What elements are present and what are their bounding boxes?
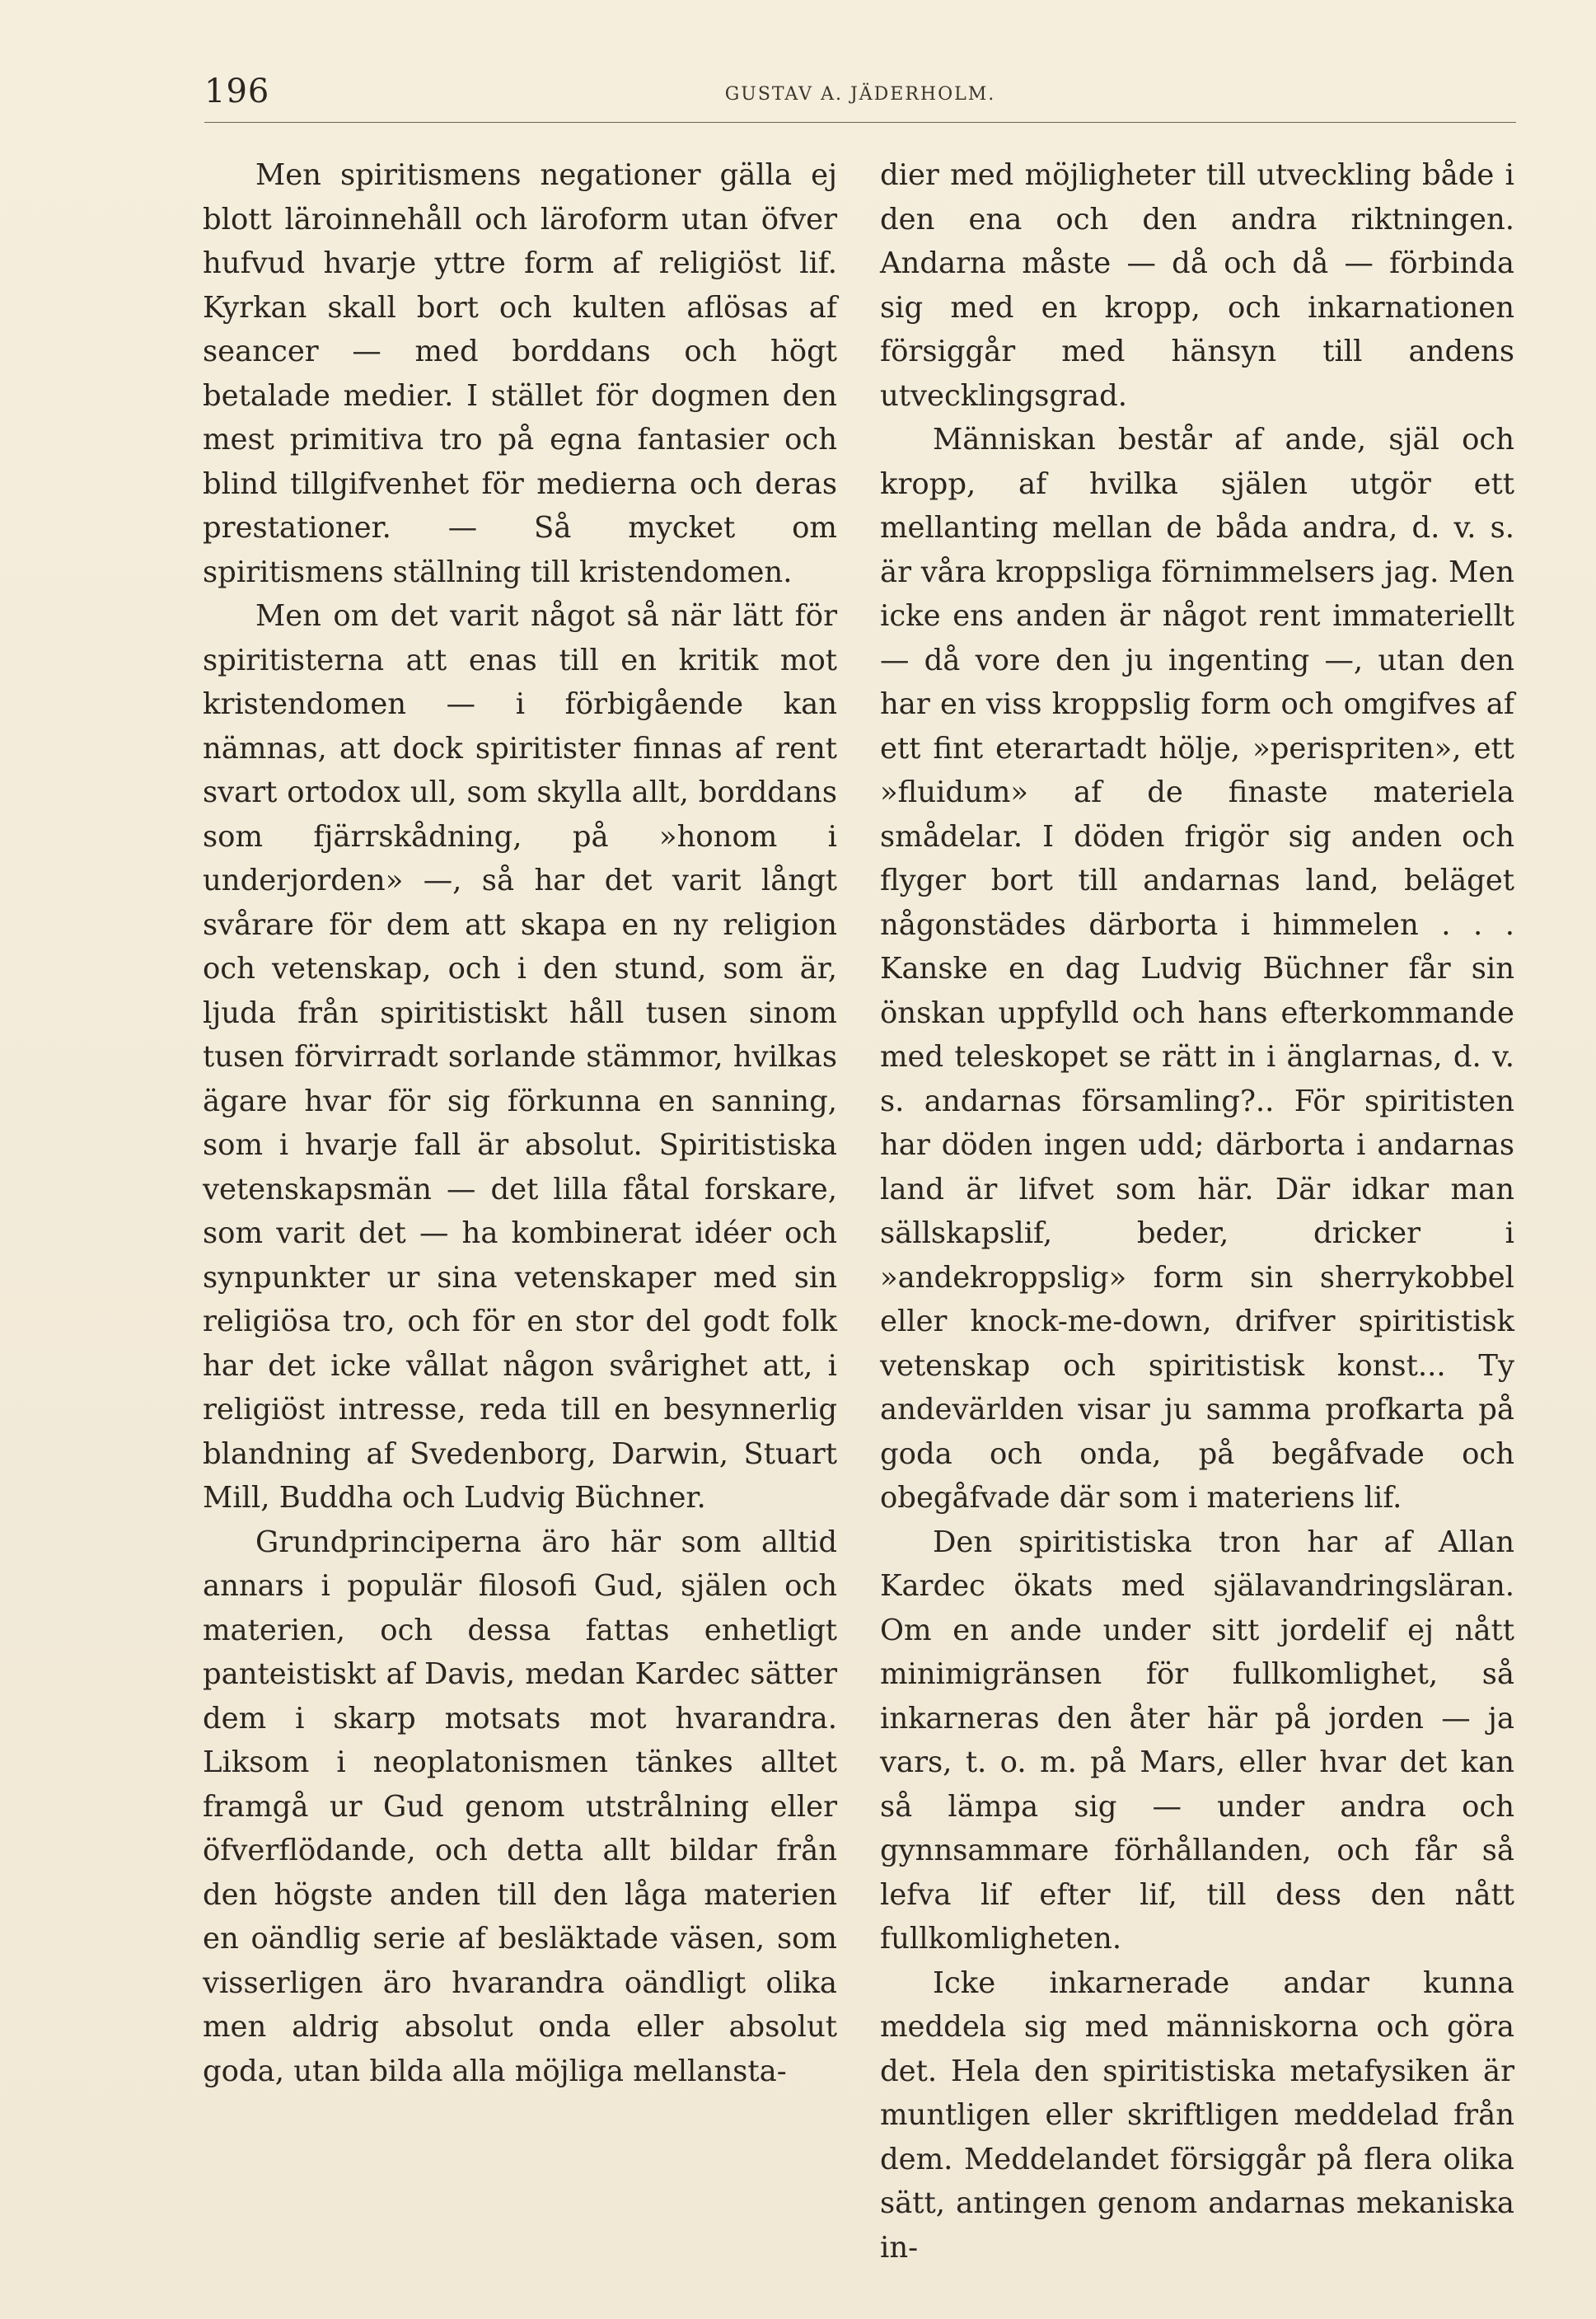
left-column	[203, 153, 837, 2093]
paragraph: Grundprinciperna äro här som alltid annars i populär filosofi Gud, själen och materien, och dessa fattas enhetligt panteistiskt af Davis, medan Kardec sätter dem i skarp motsats mot hvarandra. Liksom i neoplatonismen tänkes alltet framgå ur Gud genom utstrålning eller öfverflödande, och detta allt bildar från den högste anden till den låga materien en oändlig serie af besläktade väsen, som visserligen äro hvarandra oändligt olika men aldrig absolut onda eller absolut goda, utan bilda alla möjliga mellansta-	[203, 1525, 837, 2088]
page-header	[204, 73, 1516, 114]
paragraph: Icke inkarnerade andar kunna meddela sig med människorna och göra det. Hela den spiritistiska metafysiken är muntligen eller skriftligen meddelad från dem. Meddelandet försiggår på flera olika sätt, antingen genom andarnas mekaniska in-	[880, 1965, 1514, 2265]
right-column	[880, 153, 1514, 2270]
paragraph: Men om det varit något så när lätt för spiritisterna att enas till en kritik mot kristendomen — i förbigående kan nämnas, att dock spiritister finnas af rent svart ortodox ull, som skylla allt, borddans som fjärrskådning, på »honom i underjorden» —, så har det varit långt svårare för dem att skapa en ny religion och vetenskap, och i den stund, som är, ljuda från spiritistiskt håll tusen sinom tusen förvirradt sorlande stämmor, hvilkas ägare hvar för sig förkunna en sanning, som i hvarje fall är absolut. Spiritistiska vetenskapsmän — det lilla fåtal forskare, som varit det — ha kombinerat idéer och synpunkter ur sina vetenskaper med sin religiösa tro, och för en stor del godt folk har det icke vållat någon svårighet att, i religiöst intresse, reda till en besynnerlig blandning af Svedenborg, Darwin, Stuart Mill, Buddha och Ludvig Büchner.	[203, 599, 837, 1515]
paragraph: Men spiritismens negationer gälla ej blott läroinnehåll och läroform utan öfver hufvud hvarje yttre form af religiöst lif. Kyrkan skall bort och kulten aflösas af seancer — med borddans och högt betalade medier. I stället för dogmen den mest primitiva tro på egna fantasier och blind tillgifvenhet för medierna och deras prestationer. — Så mycket om spiritismens ställning till kristendomen.	[203, 158, 837, 589]
running-head: GUSTAV A. JÄDERHOLM.	[724, 84, 996, 105]
paragraph: Människan består af ande, själ och kropp, af hvilka själen utgör ett mellanting mellan de båda andra, d. v. s. är våra kroppsliga förnimmelsers jag. Men icke ens anden är något rent immateriellt — då vore den ju ingenting —, utan den har en viss kroppslig form och omgifves af ett fint eterartadt hölje, »perispriten», ett »fluidum» af de finaste materiela smådelar. I döden frigör sig anden och flyger bort till andarnas land, beläget någonstädes därborta i himmelen . . . Kanske en dag Ludvig Büchner får sin önskan uppfylld och hans efterkommande med teleskopet se rätt in i änglarnas, d. v. s. andarnas församling?.. För spiritisten har döden ingen udd; därborta i andarnas land är lifvet som här. Där idkar man sällskapslif, beder, dricker i »andekroppslig» form sin sherrykobbel eller knock-me-down, drifver spiritistisk vetenskap och spiritistisk konst... Ty andevärlden visar ju samma profkarta på goda och onda, på begåfvade och obegåfvade där som i materiens lif.	[880, 423, 1514, 1515]
header-rule	[204, 122, 1516, 123]
page-number: 196	[204, 73, 270, 110]
paragraph: Den spiritistiska tron har af Allan Kardec ökats med själavandringsläran. Om en ande under sitt jordelif ej nått minimigränsen för fullkomlighet, så inkarneras den åter här på jorden — ja vars, t. o. m. på Mars, eller hvar det kan så lämpa sig — under andra och gynnsammare förhållanden, och får så lefva lif efter lif, till dess den nått fullkomligheten.	[880, 1525, 1514, 1956]
paragraph: dier med möjligheter till utveckling både i den ena och den andra riktningen. Andarna måste — då och då — förbinda sig med en kropp, och inkarnationen försiggår med hänsyn till andens utvecklingsgrad.	[880, 158, 1514, 413]
